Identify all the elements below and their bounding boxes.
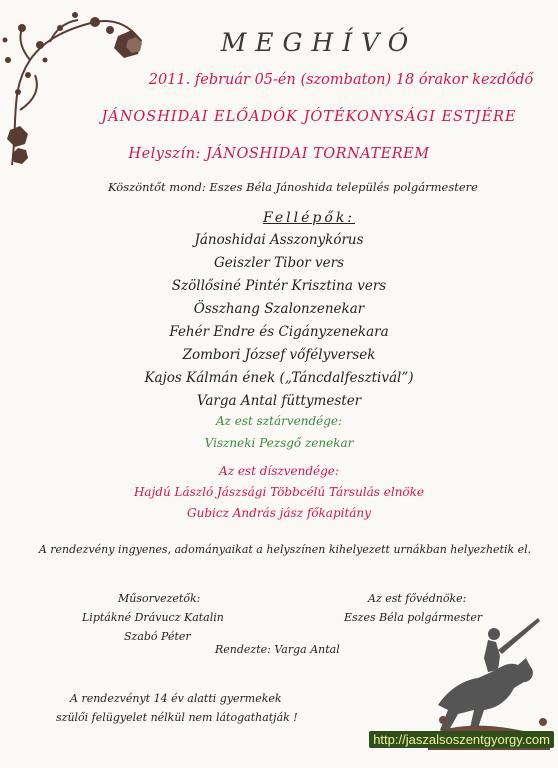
performer-item: Fehér Endre és Cigányzenekara: [169, 324, 389, 340]
patron-name: Eszes Béla polgármester: [344, 611, 483, 624]
star-guest-heading: Az est sztárvendége:: [215, 414, 343, 428]
performer-item: Geiszler Tibor vers: [213, 255, 345, 271]
children-note-line: szülői felügyelet nélkül nem látogathatják !: [56, 711, 298, 724]
organizer-line: Rendezte: Varga Antal: [215, 643, 340, 656]
performer-item: Összhang Szalonzenekar: [193, 301, 365, 317]
performers-heading: Fellépők:: [262, 210, 356, 226]
date-line: 2011. február 05-én (szombaton) 18 órakor kezdődő: [148, 72, 534, 88]
presenter-item: Szabó Péter: [124, 630, 191, 643]
performer-item: Kajos Kálmán ének („Táncdalfesztivál”): [144, 370, 414, 386]
performer-item: Varga Antal füttymester: [196, 393, 362, 409]
presenter-item: Liptákné Drávucz Katalin: [82, 611, 224, 624]
greeting-line: Köszöntőt mond: Eszes Béla Jánoshida település polgármestere: [107, 180, 478, 194]
page-title: MEGHÍVÓ: [220, 28, 418, 57]
watermark-url: http://jaszalsoszentgyorgy.com: [369, 731, 554, 748]
event-line: JÁNOSHIDAI ELŐADÓK JÓTÉKONYSÁGI ESTJÉRE: [101, 109, 517, 125]
star-guest: Viszneki Pezsgő zenekar: [204, 436, 354, 450]
patron-heading: Az est fővédnöke:: [368, 592, 467, 605]
honor-guest-item: Gubicz András jász főkapitány: [187, 506, 371, 520]
honor-guest-heading: Az est díszvendége:: [219, 464, 339, 478]
children-note-line: A rendezvényt 14 év alatti gyermekek: [70, 692, 282, 705]
honor-guest-item: Hajdú László Jászsági Többcélú Társulás elnöke: [133, 485, 425, 499]
horse-rider-icon: [418, 610, 558, 750]
free-entry-notice: A rendezvény ingyenes, adományaikat a helyszínen kihelyezett urnákban helyezhetik el.: [38, 543, 532, 556]
presenters-heading: Műsorvezetők:: [118, 592, 201, 605]
performer-item: Szöllősiné Pintér Krisztina vers: [171, 278, 387, 294]
performer-item: Zombori József vőfélyversek: [182, 347, 376, 363]
venue-line: Helyszín: JÁNOSHIDAI TORNATEREM: [128, 146, 430, 162]
performer-item: Jánoshidai Asszonykórus: [194, 232, 364, 248]
